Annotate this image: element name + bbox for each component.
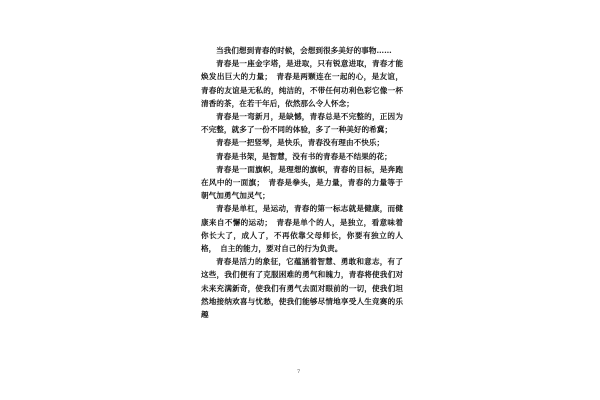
paragraph-bookshelf: 青春是书架，是智慧，没有书的青春是不结果的花； xyxy=(216,151,392,161)
body-text xyxy=(201,44,403,321)
paragraph-intro: 当我们想到青春的时候，会想到很多美好的事物…… xyxy=(216,46,392,55)
paragraph-new-moon: 青春是一弯新月，是缺憾，青春总是不完整的，正因为不完整，就多了一份不同的体验，多了一种美好的希冀； xyxy=(201,112,403,135)
paragraph-bar-independence: 青春是单杠，是运动，青春的第一标志就是健康，而健康来自不懈的运动； 青春是单个的人，是独立，看意味着你长大了，成人了，不再依靠父母师长，你要有独立的人格， 自主的能力，要对自己的行为负责。 xyxy=(201,204,403,254)
page-number: 7 xyxy=(297,369,301,375)
paragraph-flag-fist: 青春是一面旗帜，是理想的旗帜，青春的目标，是奔跑在风中的一面旗； 青春是拳头，是力量，青春的力量等于朝气加勇气加灵气； xyxy=(201,164,403,201)
paragraph-harp: 青春是一把竖琴，是快乐，青春没有理由不快乐； xyxy=(216,138,385,148)
paragraph-vitality: 青春是活力的象征，它蕴涵着智慧、勇敢和意志，有了这些，我们便有了克服困难的勇气和魄力，青春将使我们对未来充满新奇，使我们有勇气去面对眼前的一切，使我们坦然地接纳欢喜与忧愁，使我们能够尽情地享受人生竞赛的乐趣 xyxy=(201,257,403,320)
paragraph-pyramid-friendship: 青春是一座金字塔，是进取，只有锐意进取，青春才能焕发出巨大的力量； 青春是两颗连在一起的心，是友谊，青春的友谊是无私的，纯洁的，不带任何功利色彩它像一杯清香的茶，在若干年后，依然那么令人怀念； xyxy=(201,59,403,108)
